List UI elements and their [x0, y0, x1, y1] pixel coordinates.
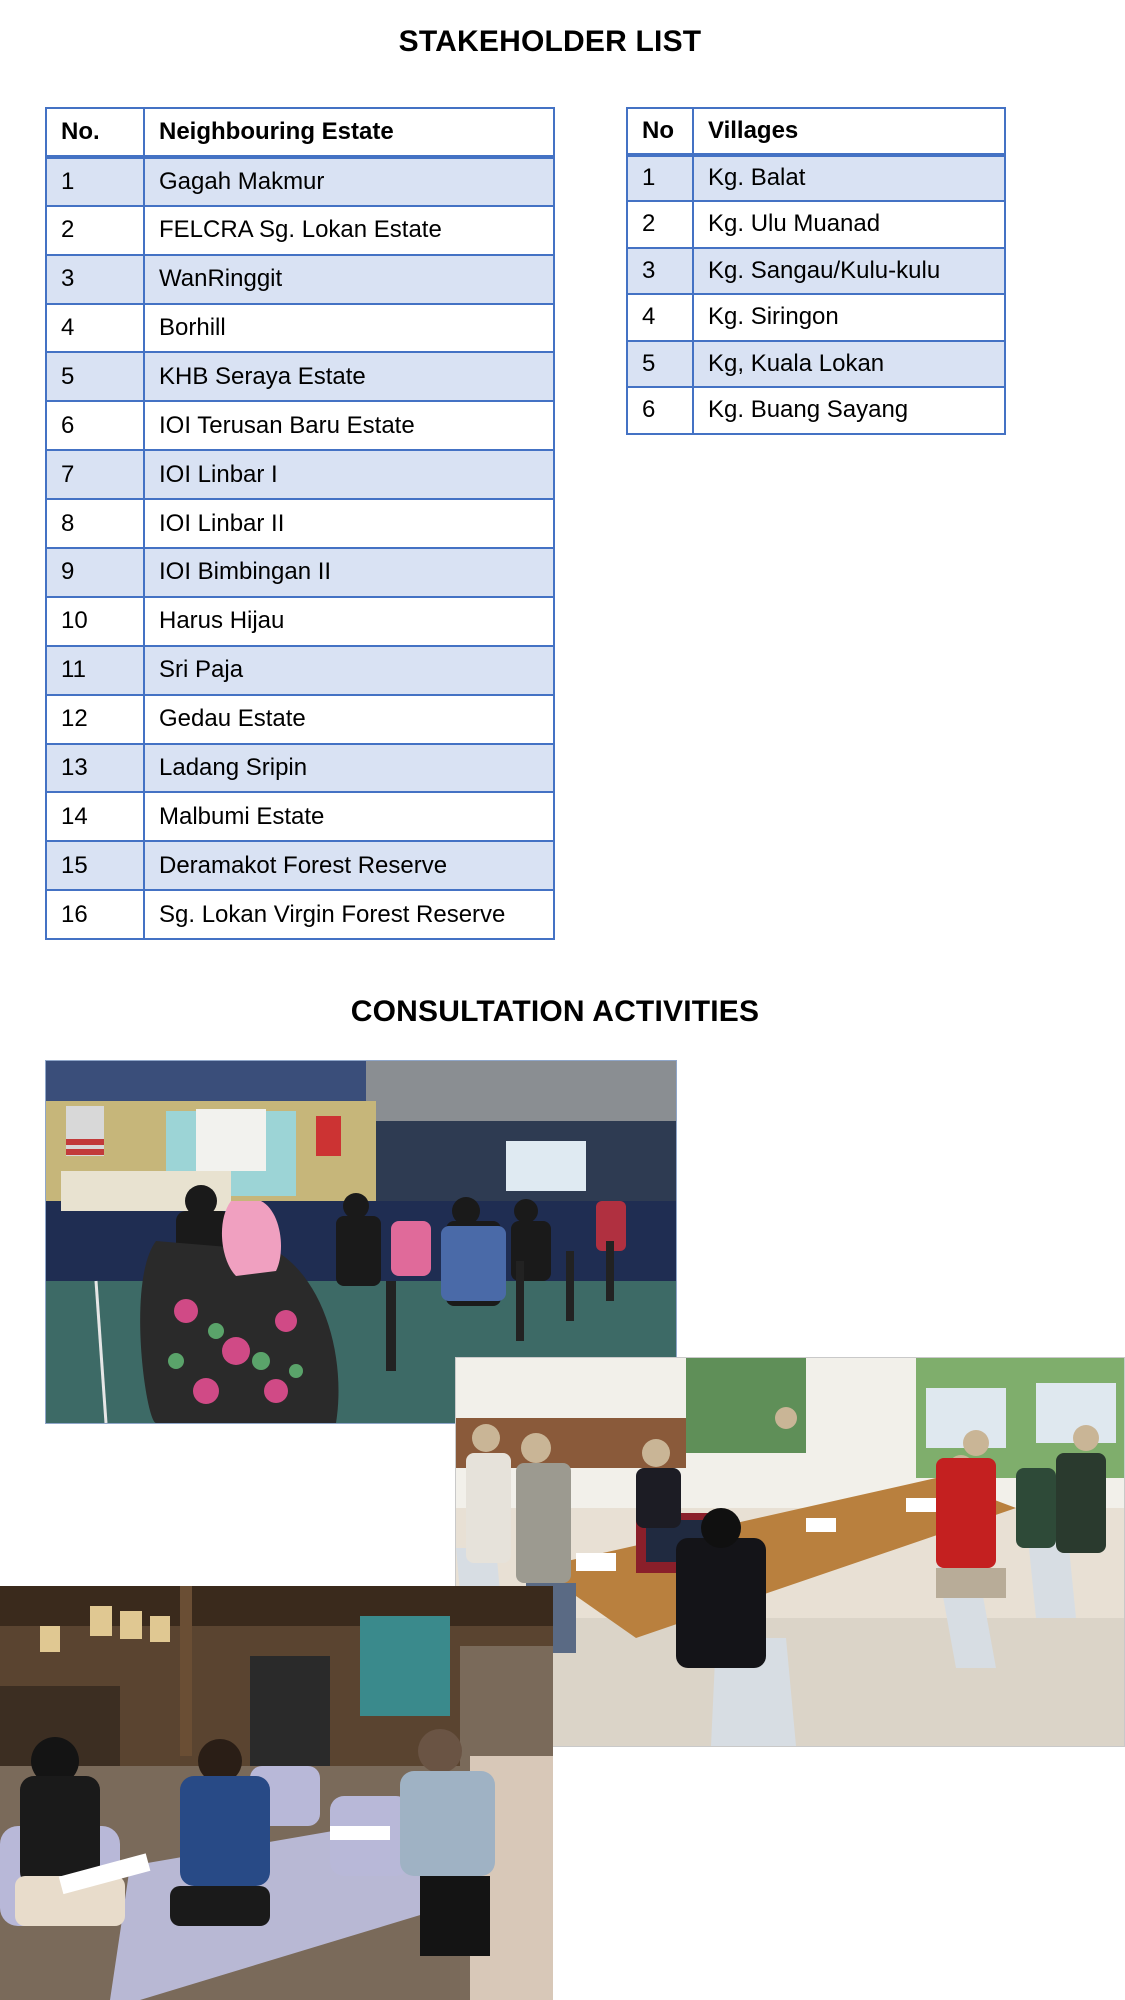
- page-title: STAKEHOLDER LIST: [398, 25, 702, 58]
- row-name-cell: Kg, Kuala Lokan: [693, 341, 1005, 388]
- row-name-cell: Gagah Makmur: [144, 157, 554, 206]
- table-row: [46, 744, 554, 793]
- column-header-estate: Neighbouring Estate: [144, 108, 554, 157]
- table-row: [627, 294, 1005, 341]
- row-number-cell: 14: [46, 792, 144, 841]
- table-row: [46, 157, 554, 206]
- row-name-cell: Sg. Lokan Virgin Forest Reserve: [144, 890, 554, 939]
- column-header-no: No: [627, 108, 693, 155]
- row-name-cell: WanRinggit: [144, 255, 554, 304]
- table-header-row: [627, 108, 1005, 155]
- table-row: [627, 387, 1005, 434]
- consultation-photo-meeting-room: [455, 1357, 1125, 1747]
- row-name-cell: Harus Hijau: [144, 597, 554, 646]
- row-name-cell: Borhill: [144, 304, 554, 353]
- row-number-cell: 16: [46, 890, 144, 939]
- table-row: [46, 255, 554, 304]
- table-row: [627, 248, 1005, 295]
- row-name-cell: Sri Paja: [144, 646, 554, 695]
- row-number-cell: 2: [46, 206, 144, 255]
- row-name-cell: IOI Bimbingan II: [144, 548, 554, 597]
- row-number-cell: 4: [627, 294, 693, 341]
- row-name-cell: Malbumi Estate: [144, 792, 554, 841]
- row-name-cell: Ladang Sripin: [144, 744, 554, 793]
- row-number-cell: 10: [46, 597, 144, 646]
- table-row: [46, 841, 554, 890]
- row-number-cell: 6: [627, 387, 693, 434]
- villages-table: [626, 107, 1006, 435]
- row-number-cell: 9: [46, 548, 144, 597]
- table-row: [46, 450, 554, 499]
- row-name-cell: Gedau Estate: [144, 695, 554, 744]
- table-row: [46, 304, 554, 353]
- consultation-section-title: CONSULTATION ACTIVITIES: [350, 995, 760, 1028]
- column-header-no: No.: [46, 108, 144, 157]
- row-number-cell: 12: [46, 695, 144, 744]
- table-row: [46, 206, 554, 255]
- row-number-cell: 1: [627, 155, 693, 202]
- row-number-cell: 6: [46, 401, 144, 450]
- row-number-cell: 5: [627, 341, 693, 388]
- row-number-cell: 5: [46, 352, 144, 401]
- row-number-cell: 3: [627, 248, 693, 295]
- table-row: [46, 646, 554, 695]
- row-name-cell: Deramakot Forest Reserve: [144, 841, 554, 890]
- row-number-cell: 13: [46, 744, 144, 793]
- table-row: [46, 890, 554, 939]
- row-number-cell: 4: [46, 304, 144, 353]
- row-name-cell: Kg. Sangau/Kulu-kulu: [693, 248, 1005, 295]
- row-name-cell: FELCRA Sg. Lokan Estate: [144, 206, 554, 255]
- table-row: [46, 548, 554, 597]
- row-number-cell: 2: [627, 201, 693, 248]
- row-number-cell: 15: [46, 841, 144, 890]
- row-name-cell: IOI Terusan Baru Estate: [144, 401, 554, 450]
- row-name-cell: Kg. Ulu Muanad: [693, 201, 1005, 248]
- table-row: [627, 155, 1005, 202]
- row-name-cell: KHB Seraya Estate: [144, 352, 554, 401]
- table-row: [627, 201, 1005, 248]
- row-name-cell: Kg. Siringon: [693, 294, 1005, 341]
- row-number-cell: 8: [46, 499, 144, 548]
- column-header-village: Villages: [693, 108, 1005, 155]
- row-number-cell: 11: [46, 646, 144, 695]
- row-number-cell: 1: [46, 157, 144, 206]
- neighbouring-estate-table: [45, 107, 555, 940]
- row-name-cell: IOI Linbar I: [144, 450, 554, 499]
- table-row: [627, 341, 1005, 388]
- row-number-cell: 3: [46, 255, 144, 304]
- row-name-cell: Kg. Balat: [693, 155, 1005, 202]
- consultation-photo-house-visit: [0, 1586, 553, 2000]
- row-name-cell: Kg. Buang Sayang: [693, 387, 1005, 434]
- table-row: [46, 499, 554, 548]
- table-row: [46, 597, 554, 646]
- table-row: [46, 792, 554, 841]
- row-number-cell: 7: [46, 450, 144, 499]
- table-row: [46, 352, 554, 401]
- row-name-cell: IOI Linbar II: [144, 499, 554, 548]
- table-row: [46, 401, 554, 450]
- table-row: [46, 695, 554, 744]
- table-header-row: [46, 108, 554, 157]
